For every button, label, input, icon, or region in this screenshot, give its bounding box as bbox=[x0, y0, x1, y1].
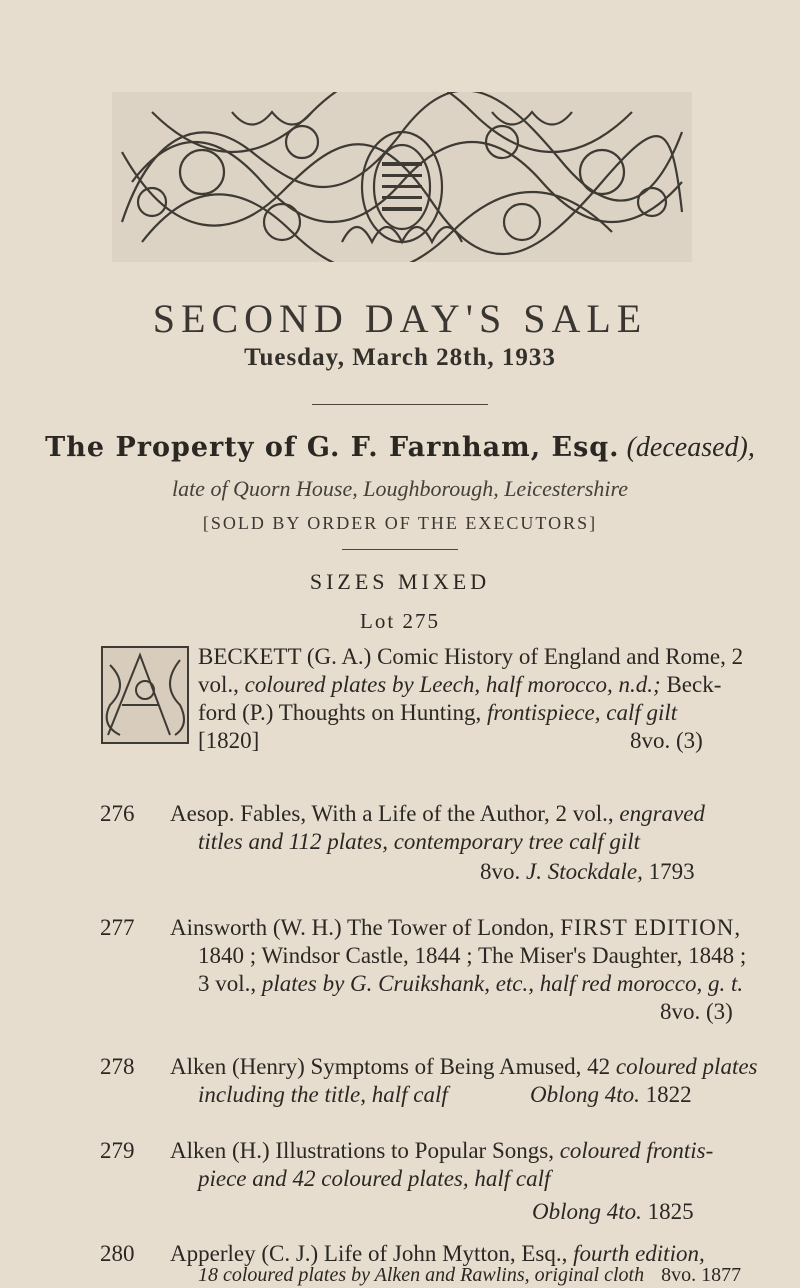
lot-text-italic: including the title, half calf bbox=[198, 1082, 448, 1107]
lot-text-italic: engraved bbox=[619, 801, 705, 826]
lot-text-italic: coloured plates by Leech, half morocco, n.d.; bbox=[244, 672, 661, 697]
lot-number: 277 bbox=[100, 915, 135, 940]
lot-text: BECKETT (G. A.) Comic History of England and Rome, 2 bbox=[198, 644, 744, 669]
lot-text-italic: fourth edition, bbox=[573, 1241, 705, 1266]
lot-text: 1840 ; Windsor Castle, 1844 ; The Miser's Daughter, 1848 ; bbox=[198, 943, 747, 968]
lot-number: 278 bbox=[100, 1054, 135, 1079]
lot-number: 276 bbox=[100, 801, 135, 826]
property-line bbox=[0, 432, 800, 464]
first-lot-label: Lot 275 bbox=[360, 609, 440, 633]
lot-text: Aesop. Fables, With a Life of the Author, 2 vol., bbox=[170, 801, 620, 826]
lot-publisher: J. Stockdale, bbox=[526, 859, 643, 884]
lot-text: Apperley (C. J.) Life of John Mytton, Esq., bbox=[170, 1241, 574, 1266]
sale-title: SECOND DAY'S SALE bbox=[152, 296, 648, 341]
divider-rule-2 bbox=[342, 549, 458, 550]
lot-text: vol., bbox=[198, 672, 245, 697]
lot-format: 8vo. 1877 bbox=[661, 1264, 742, 1286]
sale-date: Tuesday, March 28th, 1933 bbox=[244, 344, 556, 371]
property-owner: The Property of G. F. Farnham, Esq. bbox=[45, 432, 620, 463]
lot-format: 8vo. (3) bbox=[630, 728, 703, 753]
sale-order-note: [SOLD BY ORDER OF THE EXECUTORS] bbox=[202, 513, 598, 533]
lot-text-italic: coloured frontis- bbox=[559, 1138, 714, 1163]
divider-rule bbox=[312, 404, 488, 405]
lot-year: 1822 bbox=[639, 1082, 692, 1107]
lot-format: Oblong 4to. bbox=[530, 1082, 640, 1107]
section-heading: SIZES MIXED bbox=[309, 569, 491, 594]
lot-format: 8vo. bbox=[480, 859, 526, 884]
lot-text-italic: frontispiece, calf gilt bbox=[487, 700, 678, 725]
lot-year: 1793 bbox=[642, 859, 695, 884]
lot-text: Alken (Henry) Symptoms of Being Amused, 42 bbox=[170, 1054, 616, 1079]
lot-text: 3 vol., bbox=[198, 971, 262, 996]
ornamental-headpiece bbox=[112, 92, 692, 262]
lot-number: 280 bbox=[100, 1241, 135, 1266]
lot-text-italic: piece and 42 coloured plates, half calf bbox=[198, 1166, 551, 1191]
lot-text: ford (P.) Thoughts on Hunting, bbox=[198, 700, 487, 725]
lot-date: [1820] bbox=[198, 728, 260, 753]
lot-format: 8vo. (3) bbox=[660, 999, 733, 1024]
lot-text-italic: coloured plates bbox=[615, 1054, 758, 1079]
lot-text-italic: plates by G. Cruikshank, etc., half red morocco, g. t. bbox=[261, 971, 744, 996]
decorative-initial-icon bbox=[100, 645, 190, 745]
lot-edition: FIRST EDITION, bbox=[560, 915, 742, 940]
lot-number: 279 bbox=[100, 1138, 135, 1163]
lot-text: Beck- bbox=[660, 672, 722, 697]
lot-text-italic: 18 coloured plates by Alken and Rawlins, original cloth bbox=[198, 1264, 645, 1286]
property-address: late of Quorn House, Loughborough, Leicestershire bbox=[171, 476, 629, 501]
lot-format: Oblong 4to. bbox=[532, 1199, 642, 1224]
lot-text: Ainsworth (W. H.) The Tower of London, bbox=[170, 915, 561, 940]
lot-text: Alken (H.) Illustrations to Popular Songs, bbox=[170, 1138, 560, 1163]
lot-year: 1825 bbox=[641, 1199, 694, 1224]
property-deceased: (deceased), bbox=[626, 432, 755, 463]
lot-text-italic: titles and 112 plates, contemporary tree calf gilt bbox=[198, 829, 641, 854]
